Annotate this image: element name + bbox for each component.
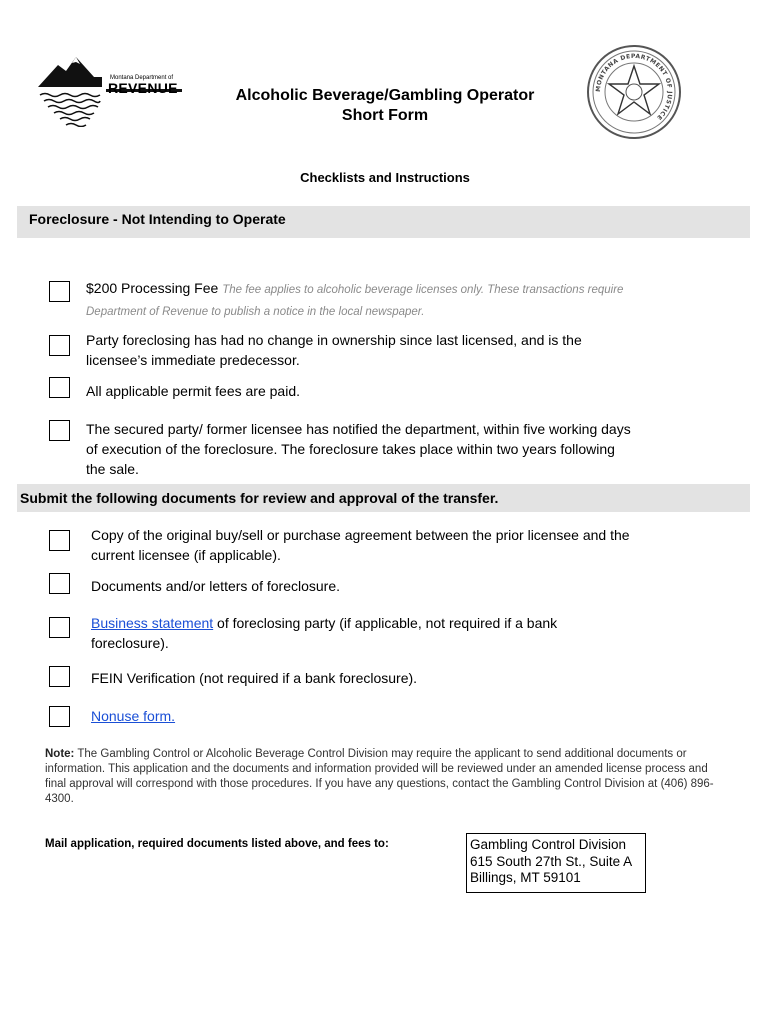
note-paragraph (45, 747, 730, 807)
business-statement-line-2: foreclosure). (91, 635, 169, 651)
notified-line-1: The secured party/ former licensee has notified the department, within five working days (86, 421, 631, 437)
title-line-1: Alcoholic Beverage/Gambling Operator (235, 87, 535, 104)
section1-heading-band (17, 206, 750, 238)
note-label: Note: (45, 748, 75, 760)
ownership-item (86, 330, 582, 370)
processing-fee-item (86, 278, 623, 322)
purchase-agreement-item (91, 525, 630, 565)
processing-fee-note-2: Department of Revenue to publish a notice in the local newspaper. (86, 306, 425, 318)
foreclosure-docs-checkbox[interactable] (49, 573, 70, 594)
mailing-address-box (466, 833, 646, 893)
justice-seal-icon (586, 44, 682, 140)
business-statement-item (91, 613, 557, 653)
section2-heading-band (17, 484, 750, 512)
processing-fee-checkbox[interactable] (49, 281, 70, 302)
nonuse-form-item (91, 706, 175, 726)
nonuse-form-checkbox[interactable] (49, 706, 70, 727)
ownership-checkbox[interactable] (49, 335, 70, 356)
notified-department-item (86, 419, 631, 479)
section2-heading: Submit the following documents for review and approval of the transfer. (20, 490, 499, 506)
business-statement-rest: of foreclosing party (if applicable, not required if a bank (213, 615, 558, 631)
mail-label: Mail application, required documents listed above, and fees to: (45, 838, 389, 850)
permit-fees-checkbox[interactable] (49, 377, 70, 398)
foreclosure-docs-item: Documents and/or letters of foreclosure. (91, 578, 341, 594)
business-statement-link[interactable]: Business statement (91, 615, 214, 631)
form-title (210, 86, 560, 126)
purchase-line-2: current licensee (if applicable). (91, 547, 281, 563)
business-statement-checkbox[interactable] (49, 617, 70, 638)
dept-small-text: Montana Department of (110, 75, 174, 81)
address-line-2: 615 South 27th St., Suite A (470, 853, 633, 869)
nonuse-form-link[interactable]: Nonuse form. (91, 708, 176, 724)
subtitle: Checklists and Instructions (300, 170, 470, 185)
address-line-3: Billings, MT 59101 (470, 870, 581, 885)
notified-line-2: of execution of the foreclosure. The foreclosure takes place within two years following (86, 441, 615, 457)
dept-big-text: REVENUE (108, 80, 178, 96)
seal-text: MONTANA DEPARTMENT OF JUSTICE (594, 52, 674, 122)
title-line-2: Short Form (341, 107, 429, 124)
address-line-1: Gambling Control Division (470, 837, 627, 852)
purchase-line-1: Copy of the original buy/sell or purchase agreement between the prior licensee and the (91, 527, 630, 543)
ownership-line-1: Party foreclosing has had no change in ownership since last licensed, and is the (86, 332, 582, 348)
purchase-agreement-checkbox[interactable] (49, 530, 70, 551)
fein-item: FEIN Verification (not required if a bank foreclosure). (91, 670, 418, 686)
notified-line-3: the sale. (86, 461, 139, 477)
processing-fee-label: $200 Processing Fee (86, 280, 219, 296)
note-text: The Gambling Control or Alcoholic Beverage Control Division may require the applicant to send additional documents or information. This application and the documents and information provided will be reviewed under an amended license process and final approval will correspond with those procedures. If you have any questions, contact the Gambling Control Division at (406) 896-4300. (45, 748, 714, 805)
notified-department-checkbox[interactable] (49, 420, 70, 441)
processing-fee-note: The fee applies to alcoholic beverage licenses only. These transactions require (222, 284, 624, 296)
permit-fees-item: All applicable permit fees are paid. (86, 383, 301, 399)
section1-heading: Foreclosure - Not Intending to Operate (29, 211, 286, 227)
ownership-line-2: licensee’s immediate predecessor. (86, 352, 300, 368)
fein-checkbox[interactable] (49, 666, 70, 687)
